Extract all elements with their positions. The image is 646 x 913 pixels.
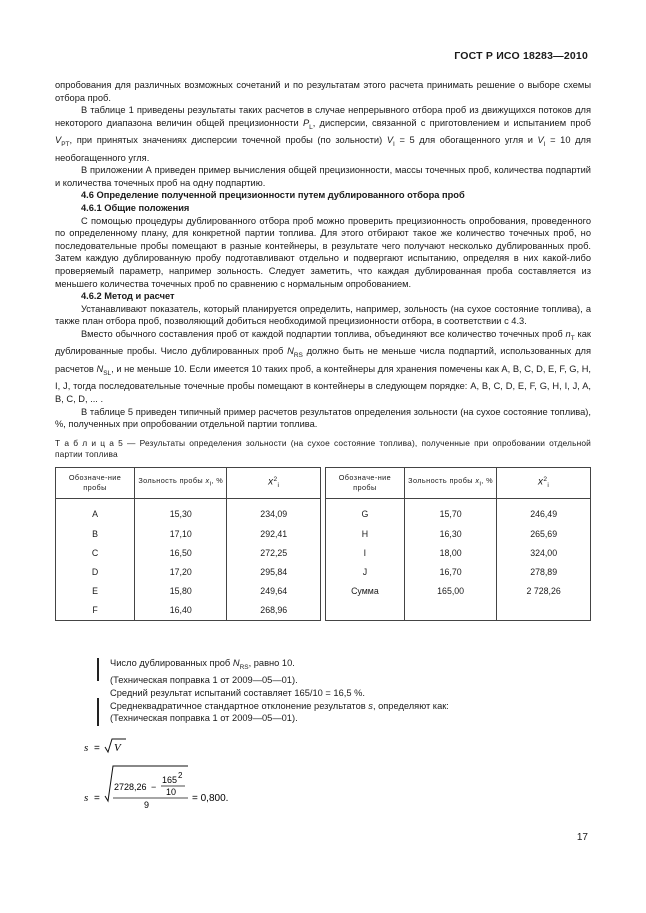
svg-text:10: 10 (166, 787, 177, 797)
col-header-label: Обозначе-ние пробы (325, 467, 404, 498)
col-header-x2: $x^2_i$ (497, 467, 591, 498)
col-header-x2: $x^2_i$ (227, 467, 321, 498)
svg-text:=: = (94, 743, 100, 754)
document-code: ГОСТ Р ИСО 18283—2010 (454, 50, 588, 62)
formula-s-sqrt-v (84, 737, 144, 757)
correction-bar (97, 658, 99, 681)
paragraph: В приложении А приведен пример вычисления общей прецизионности, массы точечных проб, количества подпартий и количества точечных проб на одну подпартию. (55, 165, 591, 188)
table-row: F 16,40 268,96 (56, 601, 591, 621)
note-line: (Техническая поправка 1 от 2009—05—01). (110, 675, 298, 686)
sum-label: Сумма (325, 582, 404, 601)
col-header-label: Обозначе-ние пробы (56, 467, 135, 498)
paragraph: Вместо обычного составления проб от каждой подпартии топлива, объединяют все количество точечных проб $n_T$ как дублированные пробы. Число дублированных проб $N_{RS}$ должно быть не меньше числа подпартий, использованных для расчетов $N_{SL}$, и не меньше 10. Если имеется 10 таких проб, а контейнеры для хранения помечены как A, B, C, D, E, F, G, H, I, J, тогда последовательные точечные пробы помещают в контейнеры в следующем порядке: A, B, C, D, E, F, G, H, I, J, A, B, C, D, ... . (55, 329, 592, 404)
table-row: C 16,50 272,25 I 18,00 324,00 (56, 544, 591, 563)
formula-s-computation (84, 763, 264, 811)
section-heading-4-6-1: 4.6.1 Общие положения (81, 203, 190, 214)
section-heading-4-6: 4.6 Определение полученной прецизионности путем дублированного отбора проб (81, 190, 465, 201)
note-line: Среднеквадратичное стандартное отклонение результатов s, определяют как: (110, 700, 449, 711)
page-number: 17 (576, 832, 588, 843)
document-body (55, 79, 591, 621)
svg-text:=: = (94, 793, 100, 804)
svg-text:−: − (151, 782, 157, 792)
table-row: E 15,80 249,64 Сумма 165,00 2 728,26 (56, 582, 591, 601)
note-line: (Техническая поправка 1 от 2009—05—01). (110, 713, 298, 724)
table-header-row (56, 467, 591, 498)
note-line: Число дублированных проб $N_{RS}$, равно 10. (110, 658, 295, 671)
svg-text:2: 2 (178, 771, 183, 780)
correction-bar (97, 698, 99, 726)
paragraph: В таблице 5 приведен типичный пример расчетов результатов определения зольности (на сухое состояние топлива), %, полученных при опробовании отдельной партии топлива. (55, 406, 591, 430)
paragraph: Устанавливают показатель, который планируется определить, например, зольность (на сухое состояние топлива), а также план отбора проб, позволяющий добиться необходимой прецизионности отбора, в соответствии с 4.3. (55, 303, 591, 327)
paragraph: опробования для различных возможных сочетаний и по результатам этого расчета принимать решение о выборе схемы отбора проб. (55, 80, 591, 103)
table-caption: Т а б л и ц а 5 — Результаты определения зольности (на сухое состояние топлива), полученные при опробовании отдельной партии топлива (55, 437, 591, 459)
svg-text:s: s (84, 742, 89, 754)
table-row: B 17,10 292,41 H 16,30 265,69 (56, 525, 591, 544)
svg-text:2728,26: 2728,26 (114, 782, 147, 792)
table-row: D 17,20 295,84 J 16,70 278,89 (56, 563, 591, 582)
note-line: Средний результат испытаний составляет 165/10 = 16,5 %. (110, 688, 365, 699)
svg-text:165: 165 (162, 775, 178, 785)
paragraph: С помощью процедуры дублированного отбора проб можно проверить прецизионность опробования, проведенного по определенному плану, для конкретной партии топлива. Для этого отбирают такое же количество точечных проб, но последовательные пробы помещают в разные контейнеры, в результате чего получают несколько дублированных проб. Затем каждую дублированную пробу подготавливают отдельно и подвергают испытанию, определяя в них какой-либо проверяемый параметр, например зольность. Следует заметить, что каждая дублированная проба составляется из меньшего количества точечных проб по сравнению с нормальным опробованием. (55, 215, 591, 289)
col-header-ash: Зольность пробы $x_i$, % (404, 467, 496, 498)
svg-text:s: s (84, 792, 89, 804)
svg-text:V: V (114, 742, 121, 754)
ash-results-table (55, 467, 591, 621)
svg-text:= 0,800.: = 0,800. (192, 793, 229, 804)
notes-block (110, 657, 449, 725)
section-heading-4-6-2: 4.6.2 Метод и расчет (81, 291, 175, 302)
table-row: A 15,30 234,09 G 15,70 246,49 (56, 498, 591, 525)
col-header-ash: Зольность пробы $x_i$, % (135, 467, 227, 498)
paragraph: В таблице 1 приведены результаты таких расчетов в случае непрерывного отбора проб из движущихся потоков для некоторого диапазона величин общей прецизионности $P_L$, дисперсии, связанной с приготовлением и испытанием проб $V_{PT}$, при принятых значениях дисперсии точечной пробы (по зольности) $V_I = 5$ для обогащенного угля и $V_I = 10$ для необогащенного угля. (55, 105, 591, 163)
svg-text:9: 9 (144, 800, 150, 810)
